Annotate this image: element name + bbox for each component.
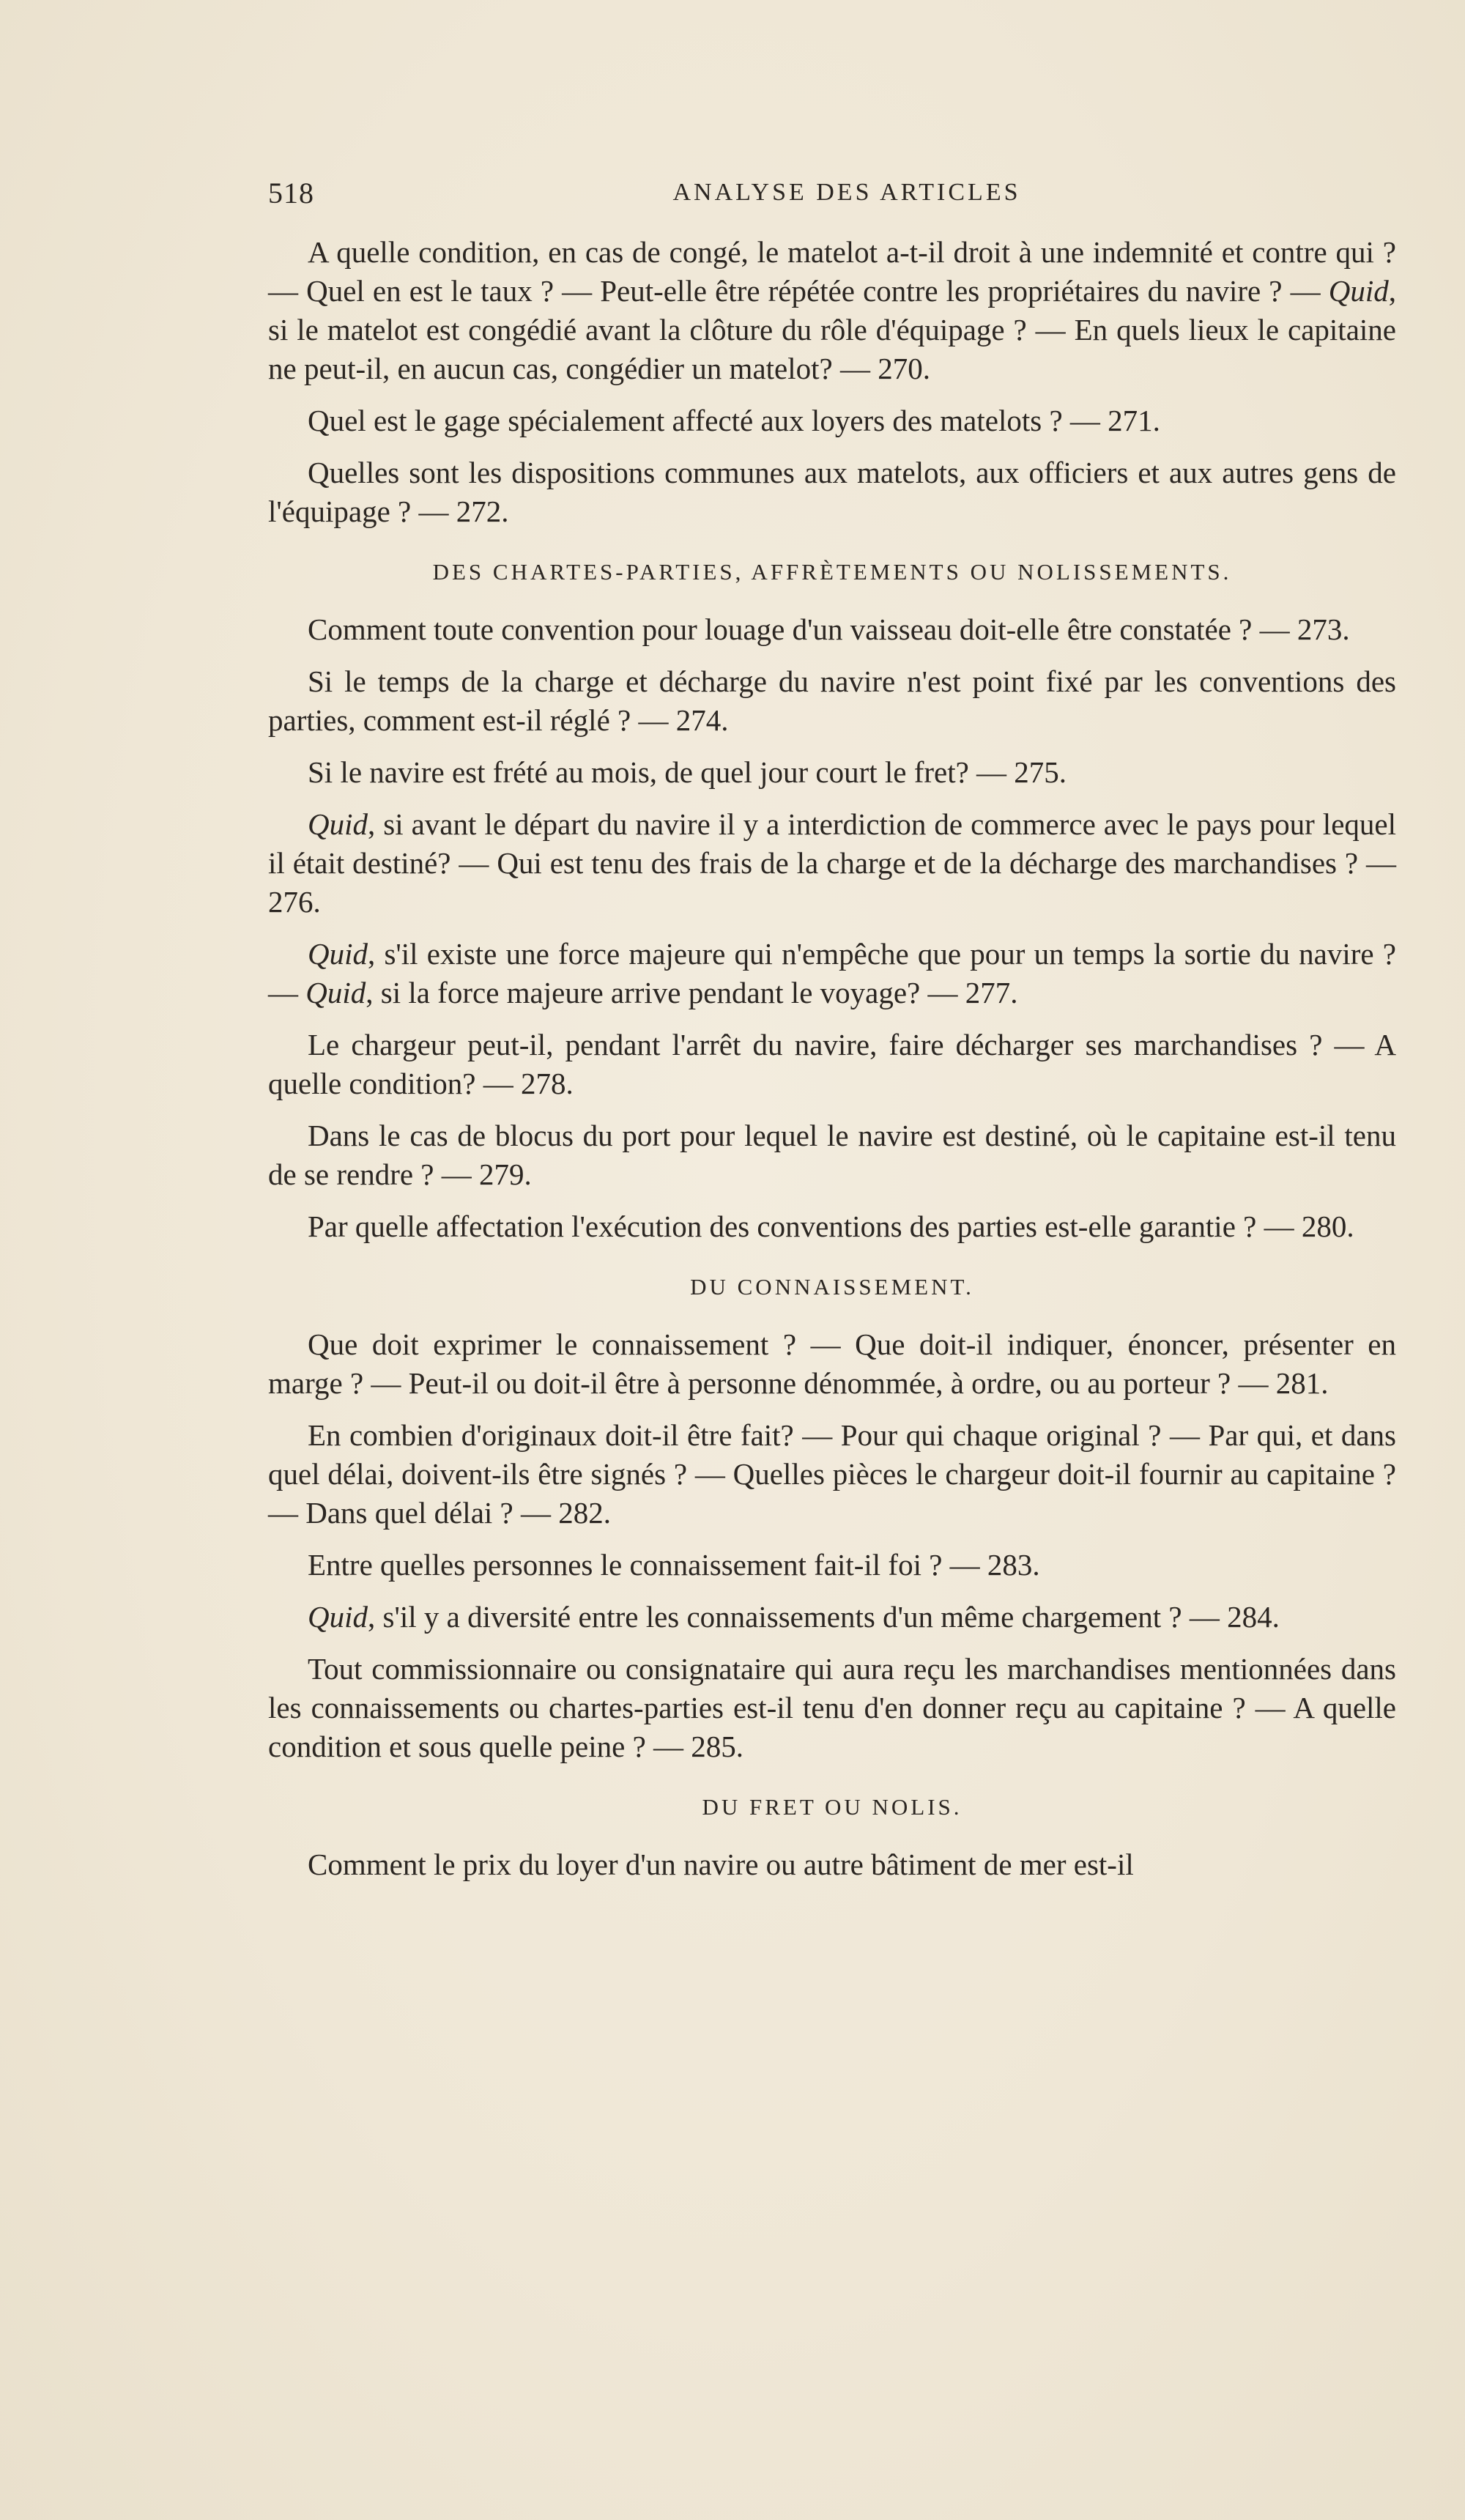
paragraph: Quid, s'il y a diversité entre les connaissements d'un même chargement ? — 284. bbox=[308, 1600, 1280, 1634]
section-heading-connaissement: DU CONNAISSEMENT. bbox=[690, 1274, 974, 1300]
paragraph: Par quelle affectation l'exécution des conventions des parties est-elle garantie ? — 280. bbox=[308, 1209, 1354, 1243]
page-number: 518 bbox=[268, 177, 314, 210]
paragraph: En combien d'originaux doit-il être fait? — Pour qui chaque original ? — Par qui, et dans quel délai, doivent-ils être signés ? — Quelles pièces le chargeur doit-il fournir au capitaine ? — Dans quel délai ? — 282. bbox=[268, 1418, 1396, 1530]
paragraph: Que doit exprimer le connaissement ? — Que doit-il indiquer, énoncer, présenter en marge ? — Peut-il ou doit-il être à personne dénommée, à ordre, ou au porteur ? — 281. bbox=[268, 1327, 1396, 1400]
paragraph: Quelles sont les dispositions communes aux matelots, aux officiers et aux autres gens de l'équipage ? — 272. bbox=[268, 456, 1396, 528]
paragraph: A quelle condition, en cas de congé, le matelot a-t-il droit à une indemnité et contre qui ? — Quel en est le taux ? — Peut-elle être répétée contre les propriétaires du navire ? — Quid, si le matelot est congédié avant la clôture du rôle d'équipage ? — En quels lieux le capitaine ne peut-il, en aucun cas, congédier un matelot? — 270. bbox=[268, 235, 1396, 385]
text-block bbox=[268, 176, 1396, 1897]
section-gens-de-mer bbox=[268, 233, 1396, 531]
section-connaissement bbox=[268, 1325, 1396, 1766]
paragraph: Si le temps de la charge et décharge du navire n'est point fixé par les conventions des parties, comment est-il réglé ? — 274. bbox=[268, 664, 1396, 737]
paragraph: Comment toute convention pour louage d'un vaisseau doit-elle être constatée ? — 273. bbox=[308, 612, 1350, 646]
section-heading-fret: DU FRET OU NOLIS. bbox=[702, 1794, 963, 1820]
paragraph: Dans le cas de blocus du port pour lequel le navire est destiné, où le capitaine est-il tenu de se rendre ? — 279. bbox=[268, 1119, 1396, 1191]
paragraph: Quel est le gage spécialement affecté aux loyers des matelots ? — 271. bbox=[308, 404, 1160, 437]
section-chartes-parties bbox=[268, 610, 1396, 1246]
paragraph: Si le navire est frété au mois, de quel jour court le fret? — 275. bbox=[308, 755, 1067, 789]
section-fret bbox=[268, 1845, 1396, 1884]
paragraph: Tout commissionnaire ou consignataire qui aura reçu les marchandises mentionnées dans les connaissements ou chartes-parties est-il tenu d'en donner reçu au capitaine ? — A quelle condition et sous quelle peine ? — 285. bbox=[268, 1652, 1396, 1763]
paragraph: Entre quelles personnes le connaissement fait-il foi ? — 283. bbox=[308, 1548, 1040, 1582]
paragraph: Le chargeur peut-il, pendant l'arrêt du navire, faire décharger ses marchandises ? — A quelle condition? — 278. bbox=[268, 1028, 1396, 1100]
section-heading-chartes-parties: DES CHARTES-PARTIES, AFFRÈTEMENTS OU NOLISSEMENTS. bbox=[432, 559, 1232, 585]
paragraph: Comment le prix du loyer d'un navire ou autre bâtiment de mer est-il bbox=[308, 1848, 1134, 1881]
paragraph: Quid, si avant le départ du navire il y a interdiction de commerce avec le pays pour lequel il était destiné? — Qui est tenu des frais de la charge et de la décharge des marchandises ? — 276. bbox=[268, 807, 1396, 919]
running-head bbox=[268, 176, 1396, 220]
paragraph: Quid, s'il existe une force majeure qui n'empêche que pour un temps la sortie du navire ? — Quid, si la force majeure arrive pendant le voyage? — 277. bbox=[268, 937, 1396, 1009]
running-title: ANALYSE DES ARTICLES bbox=[672, 179, 1021, 206]
